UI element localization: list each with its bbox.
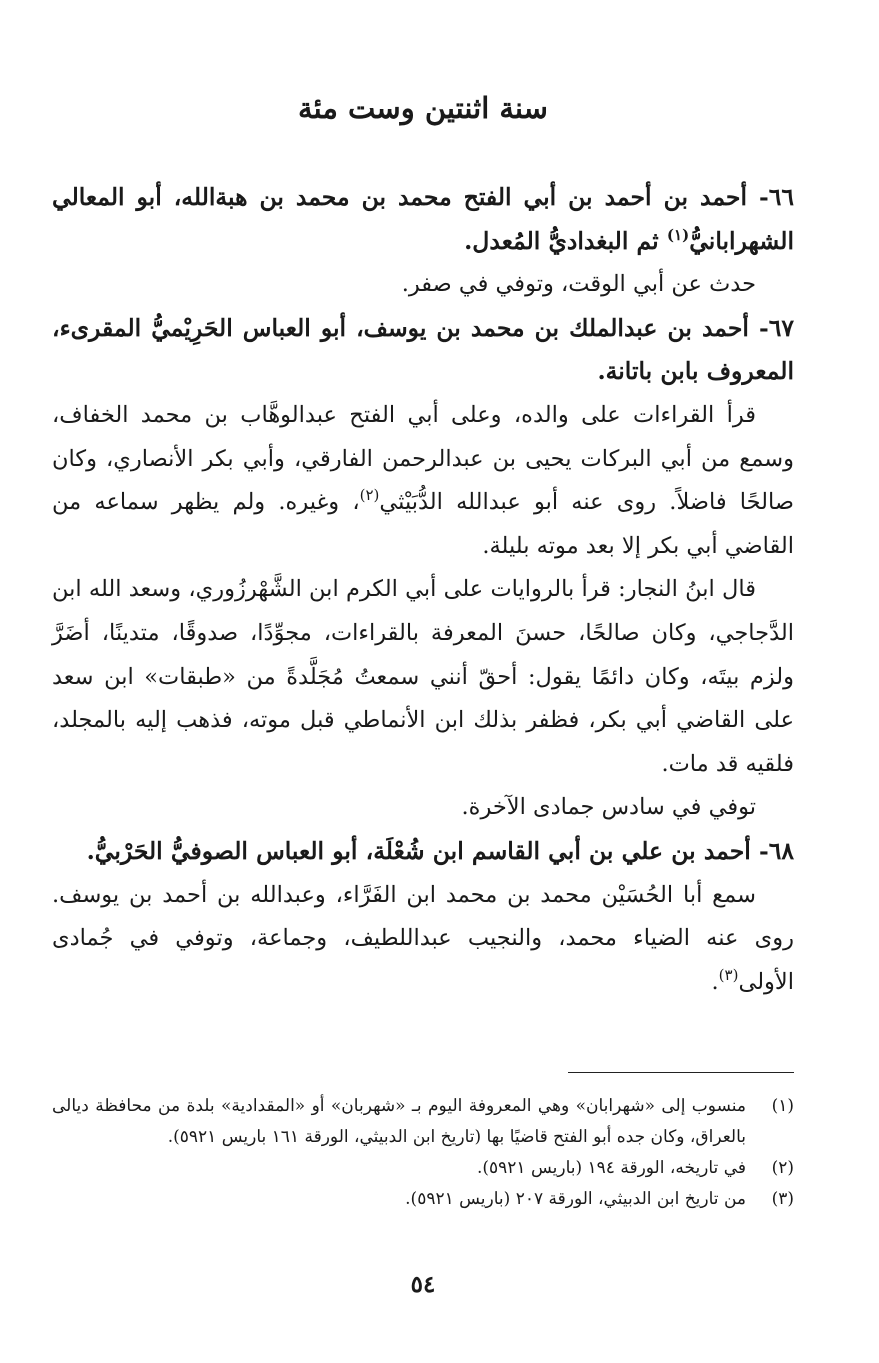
paragraph-text-continued: . [711, 968, 719, 995]
main-text [52, 176, 794, 1004]
entry-67-heading [52, 307, 794, 394]
entry-67-paragraph-1 [52, 394, 794, 568]
footnote-number: (١) [771, 1096, 794, 1116]
entry-66-heading [52, 176, 794, 263]
book-page [52, 0, 794, 1363]
footnote-separator [568, 1072, 794, 1073]
footnote-number: (٢) [771, 1158, 794, 1178]
entry-name: أحمد بن عبدالملك بن محمد بن يوسف، أبو العباس الحَرِيْميُّ المقرىء، المعروف بابن باتانة. [52, 313, 794, 386]
paragraph-text: سمع أبا الحُسَيْن محمد بن محمد ابن الفَرَّاء، وعبدالله بن أحمد بن يوسف. روى عنه الضياء محمد، والنجيب عبداللطيف، وجماعة، وتوفي في جُمادى الأولى [52, 881, 794, 995]
entry-number: ٦٨- [758, 836, 794, 865]
entry-67-paragraph-3: توفي في سادس جمادى الآخرة. [461, 794, 756, 821]
footnote-ref[interactable]: (٣) [718, 965, 739, 984]
entry-68-paragraph [52, 874, 794, 1005]
entry-name: أحمد بن علي بن أبي القاسم ابن شُعْلَة، أبو العباس الصوفيُّ الحَرْبيُّ. [86, 836, 751, 865]
footnotes [52, 1091, 794, 1215]
entry-number: ٦٦- [758, 183, 794, 211]
footnote-text: من تاريخ ابن الدبيثي، الورقة ٢٠٧ (باريس ٥٩٢١). [405, 1189, 746, 1209]
page-title: سنة اثنتين وست مئة [298, 91, 548, 125]
entry-name: أحمد بن أحمد بن أبي الفتح محمد بن محمد بن هبةالله، أبو المعالي الشهرابانيُّ [52, 183, 794, 255]
entry-66-paragraph: حدث عن أبي الوقت، وتوفي في صفر. [401, 271, 756, 298]
footnote-3 [52, 1184, 794, 1215]
footnote-2 [52, 1153, 794, 1184]
footnote-ref[interactable]: (١) [666, 225, 690, 244]
footnote-text: في تاريخه، الورقة ١٩٤ (باريس ٥٩٢١). [476, 1158, 746, 1178]
entry-number: ٦٧- [759, 313, 795, 342]
paragraph-text: قرأ القراءات على والده، وعلى أبي الفتح عبدالوهَّاب بن محمد الخفاف، وسمع من أبي البركات يحيى بن عبدالرحمن الفارقي، وأبي بكر الأنصاري، وكان صالحًا فاضلاً. روى عنه أبو عبدالله الدُّبَيْثي [52, 401, 794, 516]
footnote-ref[interactable]: (٢) [359, 486, 380, 505]
footnote-text: منسوب إلى «شهرابان» وهي المعروفة اليوم بـ «شهربان» أو «المقدادية» بلدة من محافظة ديالى بالعراق، وكان جده أبو الفتح قاضيًا بها (تاريخ ابن الدبيثي، الورقة ١٦١ باريس ٥٩٢١). [52, 1096, 746, 1147]
entry-67-paragraph-2: قال ابنُ النجار: قرأ بالروايات على أبي الكرم ابن الشَّهْرزُوري، وسعد الله ابن الدَّجاجي، وكان صالحًا، حسنَ المعرفة بالقراءات، مجوِّدًا، صدوقًا، متدينًا، أضَرَّ ولزم بيتَه، وكان دائمًا يقول: أحقّ أنني سمعتُ مُجَلَّدةً من «طبقات» ابن سعد على القاضي أبي بكر، فظفر بذلك ابن الأنماطي قبل موته، فذهب إليه بالمجلد، فلقيه قد مات. [52, 576, 794, 777]
paragraph-text-continued: ، وغيره. ولم يظهر سماعه من القاضي أبي بكر إلا بعد موته بليلة. [52, 489, 794, 559]
entry-68-heading [52, 830, 794, 874]
footnote-1 [52, 1091, 794, 1153]
entry-name-continued: ثم البغداديُّ المُعدل. [464, 226, 659, 255]
footnote-number: (٣) [771, 1189, 794, 1209]
page-number: ٥٤ [410, 1271, 436, 1298]
